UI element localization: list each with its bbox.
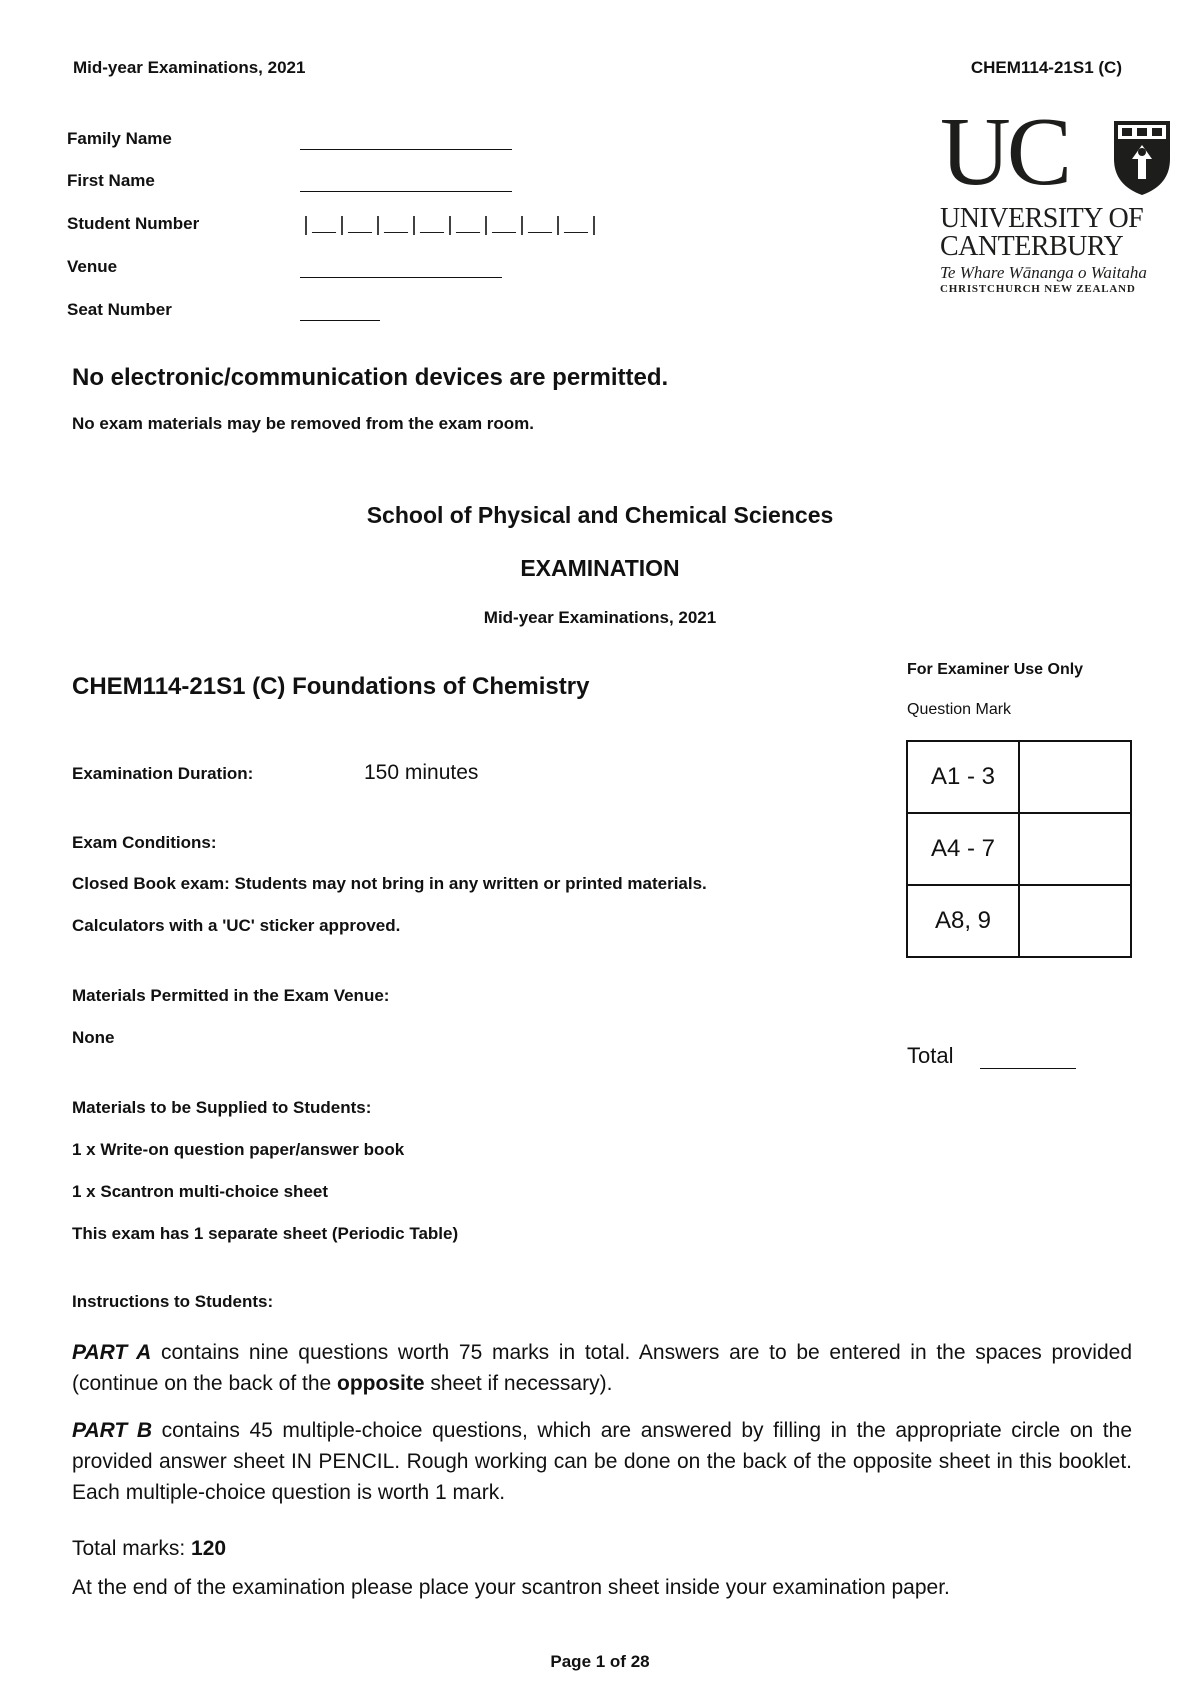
seat-number-field[interactable]	[300, 320, 380, 321]
instructions-heading: Instructions to Students:	[72, 1292, 274, 1311]
examiner-marks-table	[906, 740, 1132, 958]
part-a-text-2: sheet if necessary).	[424, 1372, 613, 1395]
total-marks-value: 120	[191, 1537, 227, 1560]
part-a-paragraph	[72, 1337, 1132, 1399]
part-a-bold: opposite	[337, 1372, 425, 1395]
permitted-heading: Materials Permitted in the Exam Venue:	[72, 986, 390, 1005]
exam-subtitle: Mid-year Examinations, 2021	[483, 608, 717, 627]
logo-letters: UC	[940, 98, 1069, 206]
student-number-label: Student Number	[67, 214, 200, 233]
total-marks-label: Total marks:	[72, 1537, 192, 1560]
mark-cell[interactable]	[1019, 813, 1131, 885]
crest-icon	[1112, 119, 1172, 197]
conditions-line-2: Calculators with a 'UC' sticker approved.	[72, 916, 401, 935]
logo-university-of: UNIVERSITY OF	[940, 203, 1144, 234]
mark-cell[interactable]	[1019, 885, 1131, 957]
part-a-text-1: contains nine questions worth 75 marks in total. Answers are to be entered in the spaces provided (continue on the back of the	[72, 1341, 1132, 1395]
first-name-label: First Name	[67, 171, 155, 190]
supplied-line-2: 1 x Scantron multi-choice sheet	[72, 1182, 329, 1201]
examiner-subtitle: Question Mark	[907, 701, 1012, 718]
first-name-field[interactable]	[300, 191, 512, 192]
header-course-code: CHEM114-21S1 (C)	[970, 58, 1122, 77]
part-b-paragraph	[72, 1415, 1132, 1508]
student-number-field[interactable]: |__|__|__|__|__|__|__|__|	[300, 215, 601, 238]
part-a-label: PART A	[72, 1341, 152, 1364]
supplied-heading: Materials to be Supplied to Students:	[72, 1098, 372, 1117]
permitted-value: None	[72, 1028, 115, 1047]
part-b-label: PART B	[72, 1419, 153, 1442]
venue-field[interactable]	[300, 277, 502, 278]
family-name-field[interactable]	[300, 149, 512, 150]
marks-row	[907, 885, 1131, 957]
marks-row	[907, 741, 1131, 813]
page-number: Page 1 of 28	[550, 1652, 650, 1671]
logo-maori-name: Te Whare Wānanga o Waitaha	[940, 263, 1147, 282]
family-name-label: Family Name	[67, 129, 172, 148]
conditions-line-1: Closed Book exam: Students may not bring in any written or printed materials.	[72, 874, 707, 893]
supplied-line-3: This exam has 1 separate sheet (Periodic Table)	[72, 1224, 459, 1243]
marks-row	[907, 813, 1131, 885]
conditions-heading: Exam Conditions:	[72, 833, 217, 852]
exam-title: EXAMINATION	[520, 555, 680, 581]
question-cell: A1 - 3	[907, 741, 1019, 813]
examiner-title: For Examiner Use Only	[907, 661, 1084, 678]
seat-number-label: Seat Number	[67, 300, 172, 319]
school-name: School of Physical and Chemical Sciences	[366, 502, 834, 528]
supplied-line-1: 1 x Write-on question paper/answer book	[72, 1140, 405, 1159]
course-title: CHEM114-21S1 (C) Foundations of Chemistry	[72, 673, 590, 700]
logo-canterbury: CANTERBURY	[940, 231, 1124, 262]
university-logo	[940, 98, 1175, 300]
total-label: Total	[907, 1043, 954, 1068]
mark-cell[interactable]	[1019, 741, 1131, 813]
materials-note: No exam materials may be removed from the exam room.	[72, 414, 535, 433]
venue-label: Venue	[67, 257, 118, 276]
total-marks	[72, 1533, 1132, 1564]
duration-label: Examination Duration:	[72, 764, 254, 783]
total-field[interactable]	[980, 1068, 1076, 1069]
logo-location: CHRISTCHURCH NEW ZEALAND	[940, 283, 1136, 295]
question-cell: A8, 9	[907, 885, 1019, 957]
header-exam-period: Mid-year Examinations, 2021	[73, 58, 306, 77]
part-b-text: contains 45 multiple-choice questions, which are answered by filling in the appropriate circle on the provided answer sheet IN PENCIL. Rough working can be done on the back of the opposite sheet in this booklet. Each multiple-choice question is worth 1 mark.	[72, 1419, 1133, 1504]
duration-value: 150 minutes	[364, 761, 479, 784]
closing-instruction: At the end of the examination please place your scantron sheet inside your examination paper.	[72, 1576, 950, 1599]
question-cell: A4 - 7	[907, 813, 1019, 885]
device-warning: No electronic/communication devices are permitted.	[72, 364, 669, 391]
